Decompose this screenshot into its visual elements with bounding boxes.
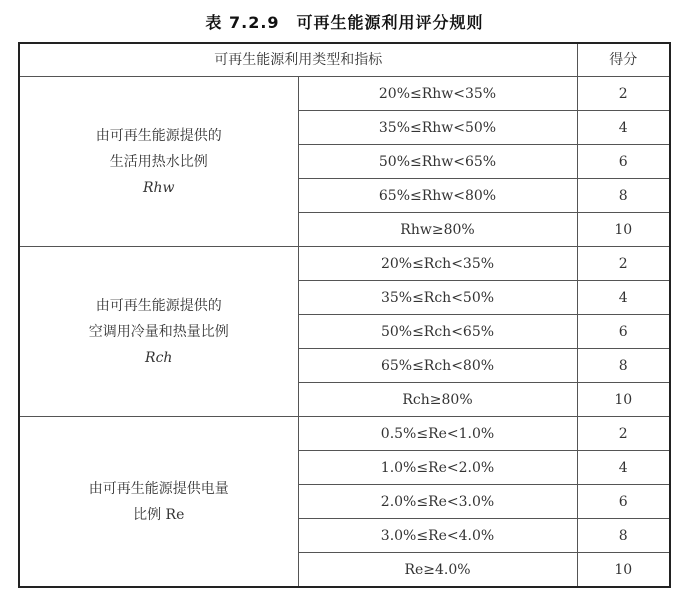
table-row (19, 77, 670, 111)
group-label-cooling-heating (19, 247, 298, 417)
scoring-table (18, 42, 671, 588)
condition-cell: 65%≤Rhw<80% (298, 179, 577, 213)
score-cell: 6 (577, 145, 670, 179)
score-cell: 10 (577, 383, 670, 417)
condition-cell: 35%≤Rch<50% (298, 281, 577, 315)
score-cell: 8 (577, 179, 670, 213)
condition-cell: 20%≤Rch<35% (298, 247, 577, 281)
score-cell: 6 (577, 485, 670, 519)
condition-cell: 2.0%≤Re<3.0% (298, 485, 577, 519)
group-label-variable: Rhw (142, 179, 175, 196)
table-header-row (19, 43, 670, 77)
condition-cell: Re≥4.0% (298, 553, 577, 588)
score-cell: 2 (577, 247, 670, 281)
condition-cell: 50%≤Rhw<65% (298, 145, 577, 179)
score-cell: 8 (577, 519, 670, 553)
score-cell: 2 (577, 77, 670, 111)
header-score: 得分 (577, 43, 670, 77)
condition-cell: Rch≥80% (298, 383, 577, 417)
score-cell: 10 (577, 213, 670, 247)
group-label-line: 由可再生能源提供电量 (88, 480, 229, 497)
condition-cell: 20%≤Rhw<35% (298, 77, 577, 111)
condition-cell: 0.5%≤Re<1.0% (298, 417, 577, 451)
score-cell: 4 (577, 111, 670, 145)
condition-cell: 1.0%≤Re<2.0% (298, 451, 577, 485)
condition-cell: 65%≤Rch<80% (298, 349, 577, 383)
condition-cell: 50%≤Rch<65% (298, 315, 577, 349)
score-cell: 4 (577, 451, 670, 485)
score-cell: 6 (577, 315, 670, 349)
condition-cell: 3.0%≤Re<4.0% (298, 519, 577, 553)
group-label-hot-water (19, 77, 298, 247)
group-label-variable: Rch (145, 349, 173, 366)
score-cell: 4 (577, 281, 670, 315)
table-row (19, 417, 670, 451)
group-label-line: 生活用热水比例 (109, 153, 208, 170)
condition-cell: Rhw≥80% (298, 213, 577, 247)
condition-cell: 35%≤Rhw<50% (298, 111, 577, 145)
group-label-line: 空调用冷量和热量比例 (88, 323, 229, 340)
score-cell: 10 (577, 553, 670, 588)
group-label-line: 由可再生能源提供的 (95, 127, 222, 144)
table-row (19, 247, 670, 281)
group-label-electricity (19, 417, 298, 588)
group-label-line: 比例 Re (133, 506, 185, 523)
header-type-indicator: 可再生能源利用类型和指标 (19, 43, 577, 77)
score-cell: 2 (577, 417, 670, 451)
table-title: 表 7.2.9 可再生能源利用评分规则 (205, 13, 484, 32)
group-label-line: 由可再生能源提供的 (95, 297, 222, 314)
score-cell: 8 (577, 349, 670, 383)
